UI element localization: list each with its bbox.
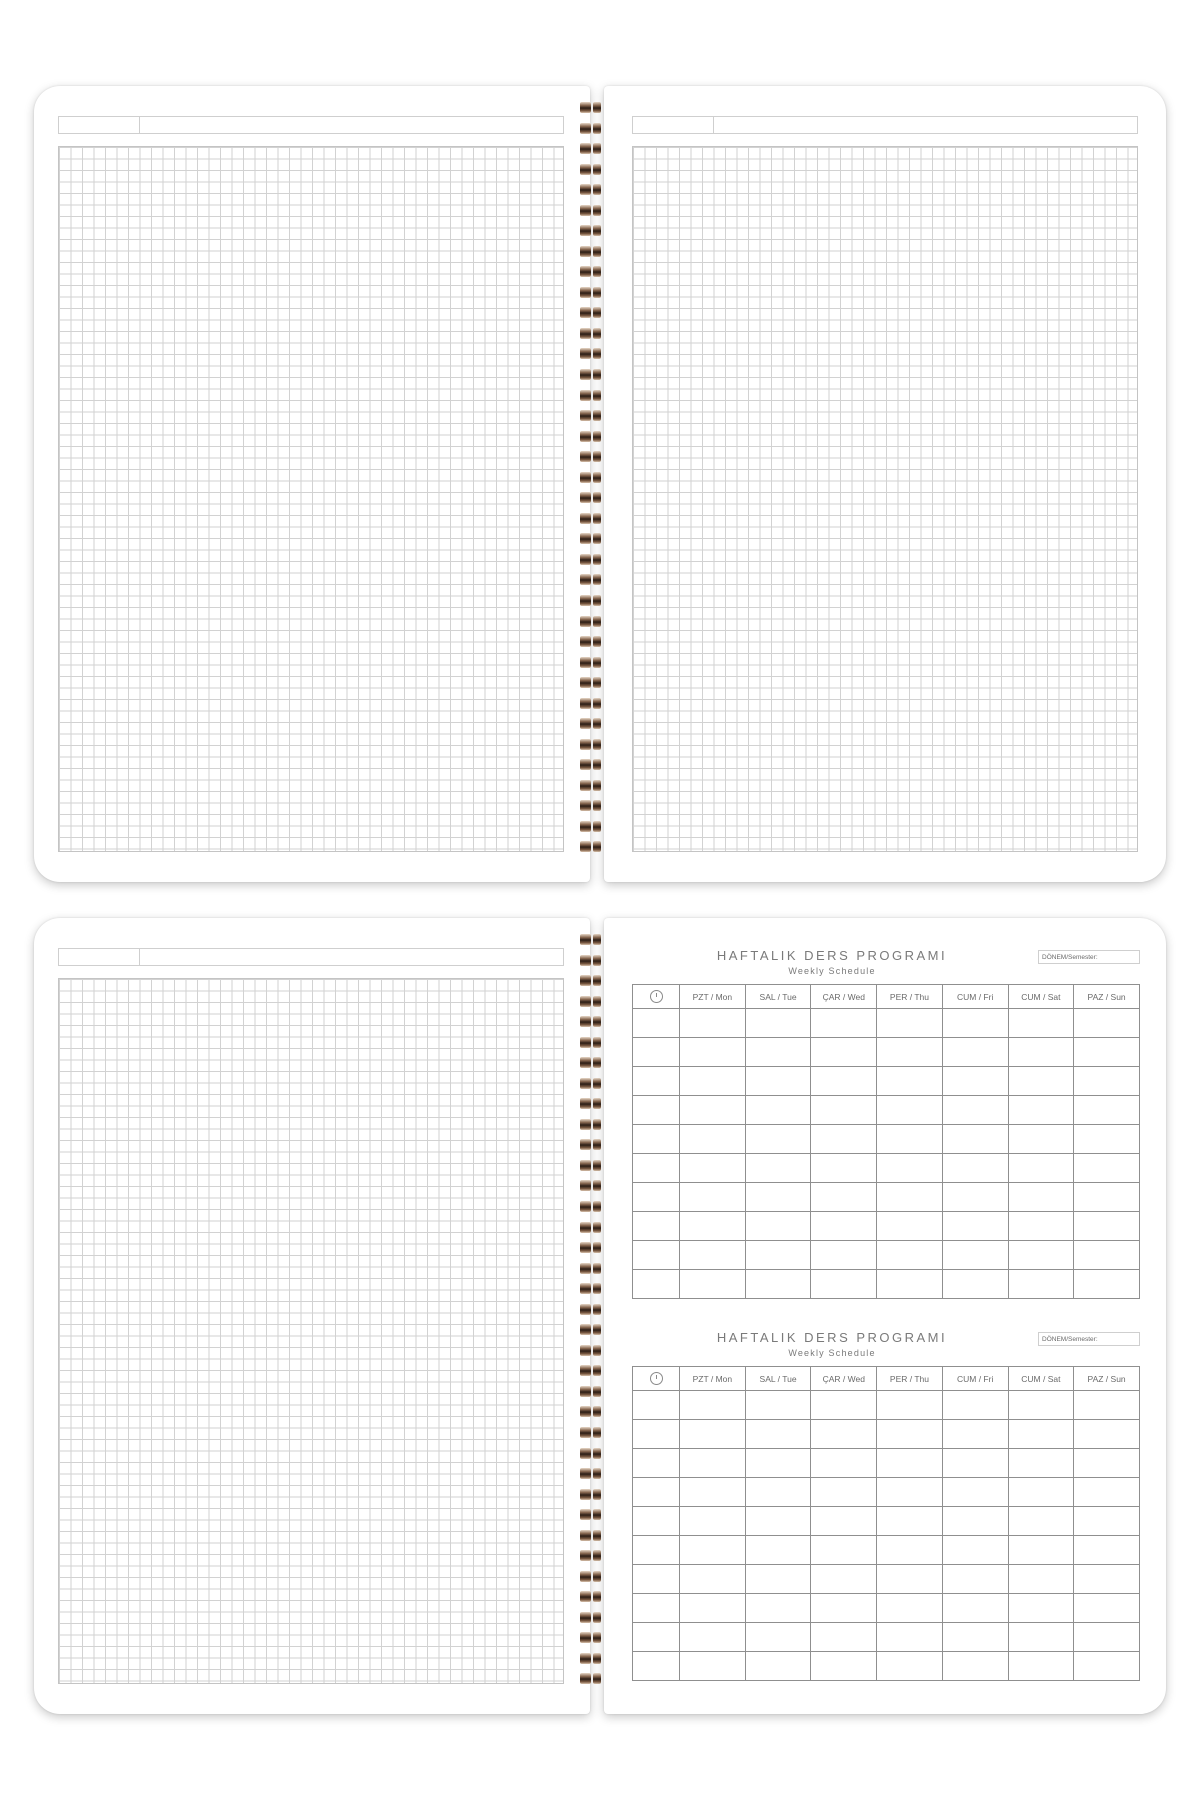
schedule-cell[interactable] (633, 1652, 680, 1681)
schedule-cell[interactable] (811, 1478, 877, 1507)
schedule-cell[interactable] (942, 1478, 1008, 1507)
schedule-cell[interactable] (1074, 1212, 1140, 1241)
schedule-cell[interactable] (1008, 1212, 1074, 1241)
schedule-cell[interactable] (680, 1067, 746, 1096)
semester-field[interactable]: DÖNEM/Semester: (1038, 950, 1140, 964)
schedule-cell[interactable] (1008, 1154, 1074, 1183)
schedule-cell[interactable] (680, 1154, 746, 1183)
schedule-cell[interactable] (811, 1212, 877, 1241)
schedule-cell[interactable] (1074, 1096, 1140, 1125)
schedule-cell[interactable] (680, 1449, 746, 1478)
day-header: PZT / Mon (680, 985, 746, 1009)
schedule-cell[interactable] (877, 1565, 943, 1594)
table-row (633, 1270, 1140, 1299)
schedule-cell[interactable] (745, 1478, 811, 1507)
schedule-cell[interactable] (877, 1420, 943, 1449)
schedule-cell[interactable] (1074, 1507, 1140, 1536)
schedule-cell[interactable] (1008, 1270, 1074, 1299)
schedule-cell[interactable] (1008, 1038, 1074, 1067)
schedule-cell[interactable] (877, 1652, 943, 1681)
schedule-cell[interactable] (633, 1067, 680, 1096)
schedule-cell[interactable] (680, 1241, 746, 1270)
schedule-table (632, 1366, 1140, 1681)
schedule-cell[interactable] (745, 1009, 811, 1038)
schedule-cell[interactable] (877, 1507, 943, 1536)
schedule-cell[interactable] (633, 1241, 680, 1270)
clock-icon (650, 990, 663, 1003)
day-header: PAZ / Sun (1074, 1367, 1140, 1391)
schedule-cell[interactable] (811, 1449, 877, 1478)
schedule-cell[interactable] (942, 1420, 1008, 1449)
table-row (633, 1212, 1140, 1241)
schedule-cell[interactable] (1008, 1449, 1074, 1478)
day-header: CUM / Fri (942, 985, 1008, 1009)
schedule-cell[interactable] (811, 1067, 877, 1096)
schedule-cell[interactable] (942, 1096, 1008, 1125)
schedule-cell[interactable] (745, 1652, 811, 1681)
schedule-cell[interactable] (745, 1183, 811, 1212)
schedule-cell[interactable] (811, 1096, 877, 1125)
schedule-cell[interactable] (942, 1565, 1008, 1594)
schedule-cell[interactable] (745, 1212, 811, 1241)
schedule-cell[interactable] (633, 1183, 680, 1212)
schedule-cell[interactable] (680, 1391, 746, 1420)
table-header-row (633, 1367, 1140, 1391)
schedule-cell[interactable] (745, 1507, 811, 1536)
schedule-cell[interactable] (942, 1507, 1008, 1536)
semester-field[interactable]: DÖNEM/Semester: (1038, 1332, 1140, 1346)
schedule-cell[interactable] (633, 1038, 680, 1067)
table-row (633, 1478, 1140, 1507)
time-column-header (633, 985, 680, 1009)
schedule-cell[interactable] (1074, 1241, 1140, 1270)
page-header-box (58, 116, 564, 134)
schedule-page (604, 918, 1166, 1714)
schedule-cell[interactable] (877, 1594, 943, 1623)
schedule-cell[interactable] (633, 1125, 680, 1154)
table-row (633, 1096, 1140, 1125)
schedule-cell[interactable] (1074, 1623, 1140, 1652)
schedule-cell[interactable] (942, 1536, 1008, 1565)
schedule-cell[interactable] (942, 1009, 1008, 1038)
schedule-cell[interactable] (1008, 1241, 1074, 1270)
schedule-cell[interactable] (745, 1067, 811, 1096)
table-row (633, 1565, 1140, 1594)
schedule-cell[interactable] (680, 1594, 746, 1623)
schedule-cell[interactable] (877, 1096, 943, 1125)
schedule-cell[interactable] (877, 1449, 943, 1478)
schedule-cell[interactable] (1008, 1565, 1074, 1594)
table-row (633, 1594, 1140, 1623)
schedule-cell[interactable] (1074, 1449, 1140, 1478)
schedule-cell[interactable] (942, 1623, 1008, 1652)
schedule-cell[interactable] (877, 1212, 943, 1241)
top-spread (34, 86, 1166, 882)
schedule-subtitle: Weekly Schedule (788, 966, 876, 976)
schedule-cell[interactable] (1008, 1096, 1074, 1125)
schedule-cell[interactable] (811, 1154, 877, 1183)
schedule-cell[interactable] (745, 1449, 811, 1478)
table-row (633, 1652, 1140, 1681)
schedule-cell[interactable] (745, 1096, 811, 1125)
schedule-cell[interactable] (1074, 1565, 1140, 1594)
bottom-spread (34, 918, 1166, 1714)
schedule-cell[interactable] (745, 1154, 811, 1183)
schedule-body (633, 1009, 1140, 1299)
page-header-box (632, 116, 1138, 134)
schedule-cell[interactable] (811, 1038, 877, 1067)
schedule-cell[interactable] (680, 1507, 746, 1536)
schedule-cell[interactable] (680, 1125, 746, 1154)
schedule-cell[interactable] (1074, 1420, 1140, 1449)
schedule-cell[interactable] (680, 1478, 746, 1507)
schedule-cell[interactable] (633, 1096, 680, 1125)
schedule-cell[interactable] (1008, 1391, 1074, 1420)
schedule-cell[interactable] (1074, 1536, 1140, 1565)
schedule-cell[interactable] (680, 1565, 746, 1594)
day-header: CUM / Sat (1008, 1367, 1074, 1391)
day-header: PER / Thu (877, 1367, 943, 1391)
schedule-cell[interactable] (1074, 1391, 1140, 1420)
schedule-cell[interactable] (877, 1270, 943, 1299)
schedule-cell[interactable] (680, 1183, 746, 1212)
schedule-cell[interactable] (811, 1125, 877, 1154)
schedule-cell[interactable] (1074, 1009, 1140, 1038)
table-row (633, 1536, 1140, 1565)
schedule-cell[interactable] (1074, 1270, 1140, 1299)
schedule-cell[interactable] (811, 1623, 877, 1652)
schedule-cell[interactable] (811, 1652, 877, 1681)
schedule-cell[interactable] (877, 1536, 943, 1565)
table-row (633, 1067, 1140, 1096)
day-header: PAZ / Sun (1074, 985, 1140, 1009)
schedule-cell[interactable] (811, 1420, 877, 1449)
day-header: ÇAR / Wed (811, 985, 877, 1009)
schedule-cell[interactable] (633, 1391, 680, 1420)
schedule-cell[interactable] (942, 1270, 1008, 1299)
schedule-cell[interactable] (680, 1623, 746, 1652)
table-header-row (633, 985, 1140, 1009)
schedule-cell[interactable] (1008, 1420, 1074, 1449)
schedule-cell[interactable] (877, 1183, 943, 1212)
table-row (633, 1038, 1140, 1067)
schedule-cell[interactable] (680, 1420, 746, 1449)
schedule-cell[interactable] (1074, 1594, 1140, 1623)
schedule-cell[interactable] (811, 1270, 877, 1299)
schedule-cell[interactable] (633, 1449, 680, 1478)
schedule-cell[interactable] (1074, 1478, 1140, 1507)
schedule-cell[interactable] (942, 1391, 1008, 1420)
schedule-cell[interactable] (1074, 1652, 1140, 1681)
day-header: PZT / Mon (680, 1367, 746, 1391)
schedule-cell[interactable] (811, 1565, 877, 1594)
schedule-cell[interactable] (633, 1420, 680, 1449)
schedule-cell[interactable] (745, 1623, 811, 1652)
schedule-title: HAFTALIK DERS PROGRAMI (716, 1330, 948, 1345)
graph-grid (58, 146, 564, 852)
table-row (633, 1009, 1140, 1038)
day-header: SAL / Tue (745, 985, 811, 1009)
table-row (633, 1449, 1140, 1478)
time-column-header (633, 1367, 680, 1391)
grid-page-top-left (34, 86, 590, 882)
schedule-cell[interactable] (1008, 1536, 1074, 1565)
schedule-cell[interactable] (1074, 1183, 1140, 1212)
schedule-cell[interactable] (811, 1507, 877, 1536)
schedule-cell[interactable] (1074, 1154, 1140, 1183)
schedule-cell[interactable] (877, 1241, 943, 1270)
schedule-cell[interactable] (680, 1038, 746, 1067)
schedule-cell[interactable] (877, 1125, 943, 1154)
schedule-cell[interactable] (1008, 1478, 1074, 1507)
schedule-cell[interactable] (745, 1420, 811, 1449)
schedule-body (633, 1391, 1140, 1681)
schedule-cell[interactable] (633, 1212, 680, 1241)
schedule-cell[interactable] (811, 1241, 877, 1270)
schedule-cell[interactable] (680, 1212, 746, 1241)
schedule-cell[interactable] (877, 1391, 943, 1420)
schedule-cell[interactable] (811, 1594, 877, 1623)
schedule-cell[interactable] (942, 1183, 1008, 1212)
schedule-subtitle: Weekly Schedule (788, 1348, 876, 1358)
schedule-cell[interactable] (877, 1154, 943, 1183)
grid-page-bottom-left (34, 918, 590, 1714)
schedule-cell[interactable] (942, 1594, 1008, 1623)
day-header: CUM / Fri (942, 1367, 1008, 1391)
graph-grid (58, 978, 564, 1684)
day-header: ÇAR / Wed (811, 1367, 877, 1391)
schedule-cell[interactable] (633, 1594, 680, 1623)
page-header-box (58, 948, 564, 966)
day-header: PER / Thu (877, 985, 943, 1009)
schedule-cell[interactable] (1008, 1623, 1074, 1652)
schedule-cell[interactable] (1008, 1067, 1074, 1096)
schedule-cell[interactable] (811, 1536, 877, 1565)
schedule-cell[interactable] (633, 1565, 680, 1594)
schedule-cell[interactable] (745, 1594, 811, 1623)
table-row (633, 1125, 1140, 1154)
schedule-cell[interactable] (942, 1125, 1008, 1154)
schedule-cell[interactable] (633, 1478, 680, 1507)
schedule-cell[interactable] (633, 1507, 680, 1536)
schedule-cell[interactable] (1008, 1652, 1074, 1681)
schedule-cell[interactable] (745, 1241, 811, 1270)
table-row (633, 1154, 1140, 1183)
schedule-cell[interactable] (745, 1038, 811, 1067)
schedule-cell[interactable] (633, 1536, 680, 1565)
day-header: SAL / Tue (745, 1367, 811, 1391)
schedule-cell[interactable] (745, 1536, 811, 1565)
schedule-cell[interactable] (633, 1270, 680, 1299)
schedule-cell[interactable] (633, 1623, 680, 1652)
schedule-cell[interactable] (877, 1009, 943, 1038)
schedule-cell[interactable] (745, 1565, 811, 1594)
schedule-cell[interactable] (1008, 1009, 1074, 1038)
schedule-cell[interactable] (811, 1391, 877, 1420)
schedule-cell[interactable] (877, 1038, 943, 1067)
schedule-cell[interactable] (680, 1270, 746, 1299)
schedule-cell[interactable] (680, 1096, 746, 1125)
schedule-cell[interactable] (680, 1536, 746, 1565)
schedule-cell[interactable] (942, 1038, 1008, 1067)
schedule-title: HAFTALIK DERS PROGRAMI (716, 948, 948, 963)
schedule-cell[interactable] (745, 1270, 811, 1299)
day-header: CUM / Sat (1008, 985, 1074, 1009)
schedule-cell[interactable] (1074, 1067, 1140, 1096)
schedule-cell[interactable] (942, 1449, 1008, 1478)
clock-icon (650, 1372, 663, 1385)
schedule-cell[interactable] (942, 1241, 1008, 1270)
table-row (633, 1507, 1140, 1536)
schedule-cell[interactable] (942, 1154, 1008, 1183)
schedule-cell[interactable] (633, 1154, 680, 1183)
schedule-cell[interactable] (877, 1623, 943, 1652)
schedule-cell[interactable] (877, 1067, 943, 1096)
schedule-cell[interactable] (1008, 1125, 1074, 1154)
schedule-cell[interactable] (1008, 1594, 1074, 1623)
graph-grid (632, 146, 1138, 852)
schedule-cell[interactable] (745, 1125, 811, 1154)
table-row (633, 1420, 1140, 1449)
schedule-table (632, 984, 1140, 1299)
table-row (633, 1183, 1140, 1212)
schedule-cell[interactable] (1074, 1038, 1140, 1067)
schedule-cell[interactable] (1008, 1507, 1074, 1536)
schedule-cell[interactable] (1008, 1183, 1074, 1212)
table-row (633, 1391, 1140, 1420)
schedule-cell[interactable] (942, 1067, 1008, 1096)
table-row (633, 1241, 1140, 1270)
schedule-cell[interactable] (1074, 1125, 1140, 1154)
schedule-cell[interactable] (877, 1478, 943, 1507)
schedule-cell[interactable] (942, 1652, 1008, 1681)
schedule-cell[interactable] (680, 1652, 746, 1681)
table-row (633, 1623, 1140, 1652)
schedule-cell[interactable] (942, 1212, 1008, 1241)
schedule-cell[interactable] (811, 1183, 877, 1212)
schedule-cell[interactable] (745, 1391, 811, 1420)
schedule-cell[interactable] (633, 1009, 680, 1038)
schedule-cell[interactable] (680, 1009, 746, 1038)
schedule-cell[interactable] (811, 1009, 877, 1038)
grid-page-top-right (604, 86, 1166, 882)
